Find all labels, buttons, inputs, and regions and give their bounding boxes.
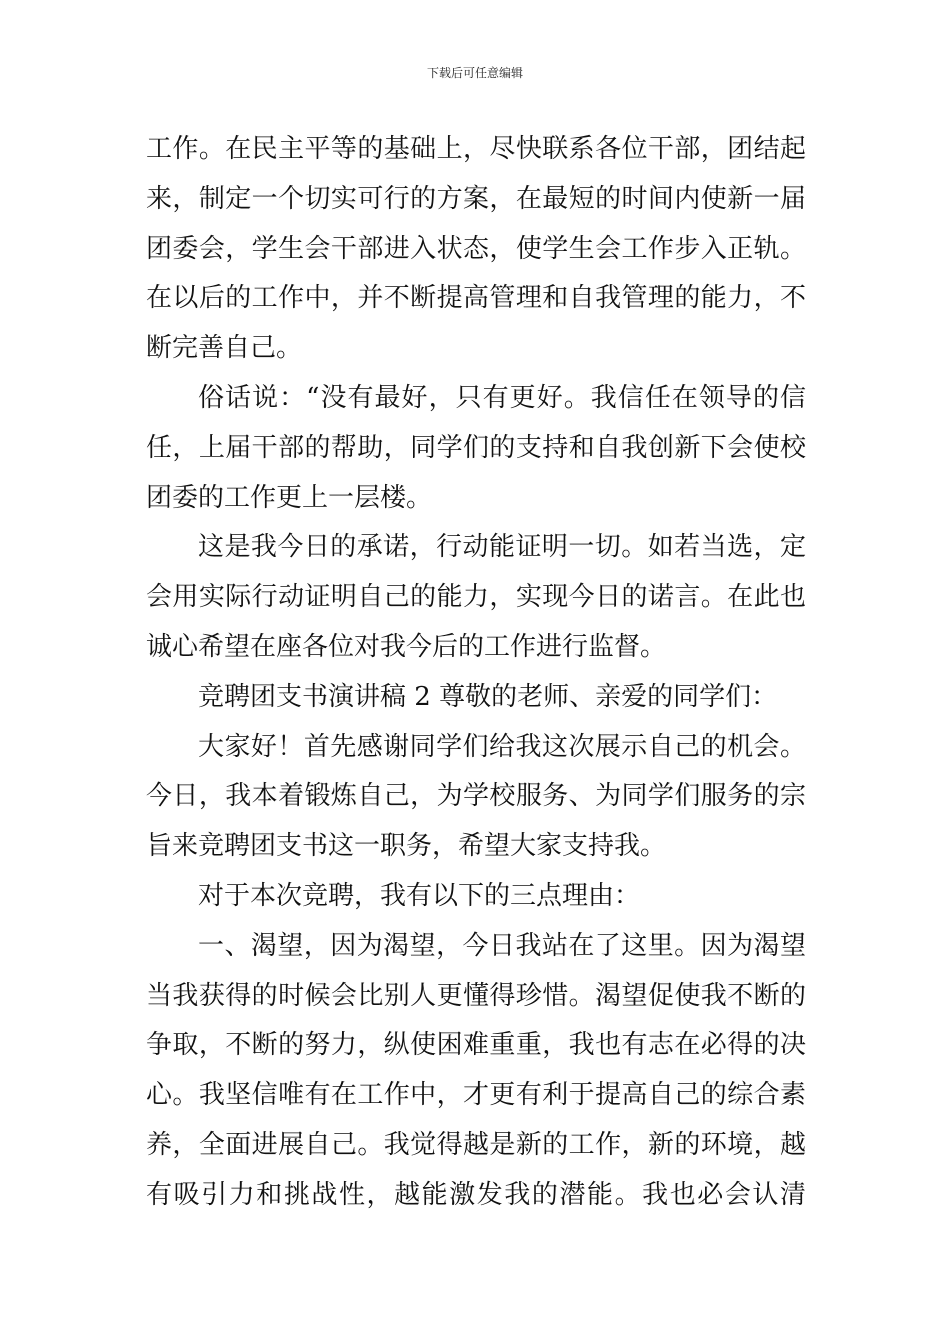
text-line: 竞聘团支书演讲稿 2 尊敬的老师、亲爱的同学们： (198, 681, 778, 712)
text-line: 有吸引力和挑战性，越能激发我的潜能。我也必会认清 (146, 1179, 806, 1210)
text-line: 团委的工作更上一层楼。 (146, 482, 433, 513)
text-line: 在以后的工作中，并不断提高管理和自我管理的能力，不 (146, 283, 806, 314)
text-line: 这是我今日的承诺，行动能证明一切。如若当选，定 (198, 532, 806, 563)
text-line: 旨来竞聘团支书这一职务，希望大家支持我。 (146, 831, 667, 862)
text-line: 争取，不断的努力，纵使困难重重，我也有志在必得的决 (146, 1030, 806, 1061)
document-body (146, 125, 806, 1221)
text-line: 俗话说：“没有最好，只有更好。我信任在领导的信 (198, 382, 806, 413)
text-line: 诚心希望在座各位对我今后的工作进行监督。 (146, 631, 667, 662)
text-line: 团委会，学生会干部进入状态，使学生会工作步入正轨。 (146, 233, 806, 264)
text-line: 对于本次竞聘，我有以下的三点理由： (198, 880, 641, 911)
text-line: 心。我坚信唯有在工作中，才更有利于提高自己的综合素 (146, 1080, 806, 1111)
text-line: 工作。在民主平等的基础上，尽快联系各位干部，团结起 (146, 134, 806, 164)
text-line: 今日，我本着锻炼自己，为学校服务、为同学们服务的宗 (146, 781, 806, 812)
text-line: 来，制定一个切实可行的方案，在最短的时间内使新一届 (146, 183, 806, 214)
text-line: 一、渴望，因为渴望，今日我站在了这里。因为渴望 (198, 930, 806, 961)
text-line: 会用实际行动证明自己的能力，实现今日的诺言。在此也 (146, 582, 806, 613)
text-line: 任，上届干部的帮助，同学们的支持和自我创新下会使校 (146, 432, 806, 463)
text-line: 养，全面进展自己。我觉得越是新的工作，新的环境，越 (146, 1129, 806, 1160)
page-header: 下载后可任意编辑 (426, 66, 523, 80)
text-line: 大家好！首先感谢同学们给我这次展示自己的机会。 (198, 731, 806, 762)
text-line: 当我获得的时候会比别人更懂得珍惜。渴望促使我不断的 (146, 980, 806, 1011)
text-line: 断完善自己。 (146, 333, 303, 364)
